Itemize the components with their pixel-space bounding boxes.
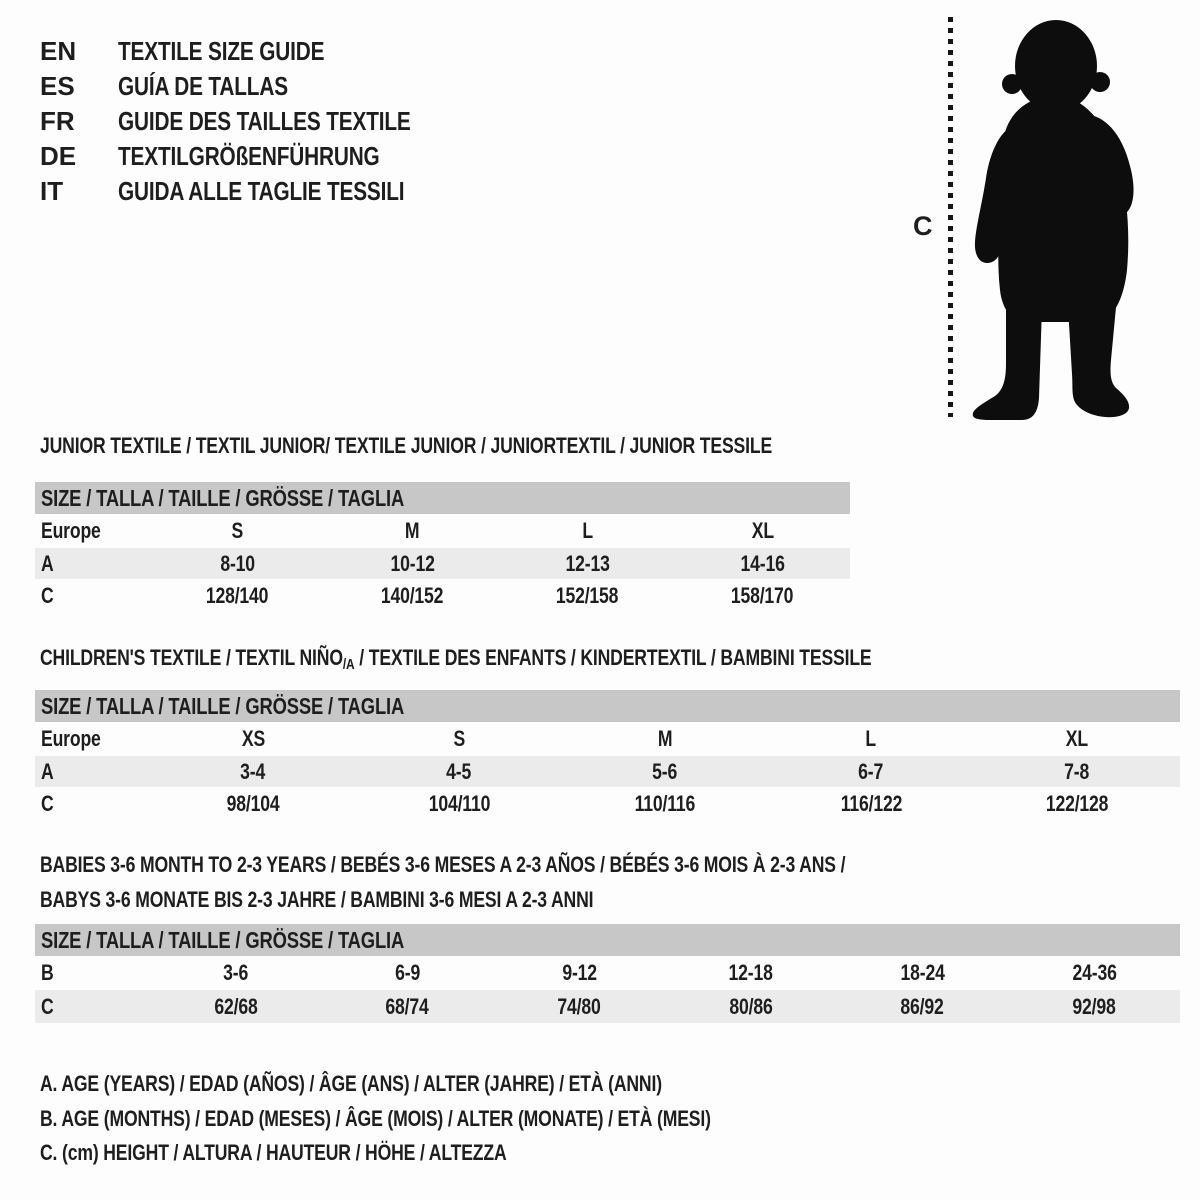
size-cell: S — [231, 518, 244, 543]
language-title-list — [40, 34, 484, 209]
language-code: EN — [40, 36, 77, 66]
size-cell: XL — [751, 518, 774, 543]
table-row-height — [35, 990, 1180, 1023]
height-cell: 86/92 — [900, 993, 945, 1019]
size-header-row — [35, 690, 1180, 722]
guide-title: GUÍA DE TALLAS — [118, 71, 288, 101]
row-label: A — [41, 758, 54, 784]
guide-title: GUIDE DES TAILLES TEXTILE — [118, 106, 411, 136]
months-cell: 6-9 — [394, 960, 420, 985]
legend-line-age-years — [40, 1071, 817, 1097]
children-heading-post: / TEXTILE DES ENFANTS / KINDERTEXTIL / BAMBINI TESSILE — [354, 645, 872, 670]
language-row — [40, 174, 484, 209]
language-row — [40, 104, 484, 139]
height-measure-label: C — [913, 211, 933, 241]
height-cell: 122/128 — [1045, 790, 1109, 816]
language-row — [40, 34, 484, 69]
months-cell: 3-6 — [223, 960, 249, 985]
height-cell: 62/68 — [214, 993, 258, 1019]
size-cell: M — [657, 726, 673, 751]
language-row — [40, 69, 484, 104]
size-header-row — [35, 924, 1180, 956]
size-header-row — [35, 482, 850, 514]
size-cell: XS — [241, 726, 265, 751]
table-row-months — [35, 956, 1180, 990]
children-size-table — [35, 690, 1180, 820]
height-cell: 92/98 — [1072, 993, 1116, 1019]
table-row-age — [35, 548, 850, 579]
age-cell: 3-4 — [240, 758, 266, 784]
age-cell: 7-8 — [1064, 758, 1090, 784]
table-row-europe — [35, 722, 1180, 756]
language-code: IT — [40, 176, 64, 206]
children-heading-sub: /A — [342, 656, 355, 673]
legend-text: A. AGE (YEARS) / EDAD (AÑOS) / ÂGE (ANS) / ALTER (JAHRE) / ETÀ (ANNI) — [40, 1071, 662, 1096]
language-code: ES — [40, 71, 75, 101]
table-row-age — [35, 756, 1180, 787]
table-row-europe — [35, 514, 850, 548]
height-cell: 110/116 — [634, 790, 696, 816]
table-row-height — [35, 787, 1180, 820]
toddler-silhouette — [960, 12, 1145, 424]
height-cell: 140/152 — [381, 582, 444, 608]
size-header-label: SIZE / TALLA / TAILLE / GRÖSSE / TAGLIA — [41, 484, 405, 511]
row-label: C — [41, 993, 54, 1019]
row-label: B — [41, 960, 54, 985]
legend-line-height-cm — [40, 1140, 623, 1166]
babies-heading-text-2: BABYS 3-6 MONATE BIS 2-3 JAHRE / BAMBINI 3-6 MESI A 2-3 ANNI — [40, 887, 594, 912]
table-row-height — [35, 579, 850, 612]
height-cell: 80/86 — [729, 993, 773, 1019]
babies-section-heading-line2 — [40, 887, 732, 913]
height-cell: 128/140 — [206, 582, 269, 608]
size-cell: XL — [1065, 726, 1089, 751]
junior-heading-text: JUNIOR TEXTILE / TEXTIL JUNIOR/ TEXTILE JUNIOR / JUNIORTEXTIL / JUNIOR TESSILE — [40, 433, 773, 458]
height-cell: 116/122 — [840, 790, 902, 816]
height-cell: 158/170 — [731, 582, 794, 608]
guide-title: GUIDA ALLE TAGLIE TESSILI — [118, 176, 405, 206]
children-heading-pre: CHILDREN'S TEXTILE / TEXTIL NIÑO — [40, 645, 343, 670]
size-header-label: SIZE / TALLA / TAILLE / GRÖSSE / TAGLIA — [41, 926, 405, 953]
size-cell: M — [405, 518, 420, 543]
height-measure-dashed-line — [948, 17, 953, 417]
height-cell: 152/158 — [556, 582, 619, 608]
children-heading-text — [40, 645, 872, 673]
size-cell: S — [453, 726, 465, 751]
age-cell: 4-5 — [446, 758, 472, 784]
size-header-label: SIZE / TALLA / TAILLE / GRÖSSE / TAGLIA — [41, 692, 405, 719]
row-label: Europe — [41, 726, 101, 751]
guide-title: TEXTILE SIZE GUIDE — [118, 36, 325, 66]
row-label: C — [41, 790, 54, 816]
age-cell: 12-13 — [565, 550, 610, 576]
junior-section-heading — [40, 433, 955, 459]
size-cell: L — [865, 726, 877, 751]
legend-text: B. AGE (MONTHS) / EDAD (MESES) / ÂGE (MOIS) / ALTER (MONATE) / ETÀ (MESI) — [40, 1106, 711, 1131]
guide-title: TEXTILGRÖßENFÜHRUNG — [118, 141, 380, 171]
language-code: DE — [40, 141, 77, 171]
junior-size-table — [35, 482, 850, 612]
months-cell: 12-18 — [728, 960, 773, 985]
height-cell: 68/74 — [385, 993, 430, 1019]
legend-line-age-months — [40, 1106, 878, 1132]
height-cell: 98/104 — [226, 790, 280, 816]
age-cell: 10-12 — [390, 550, 435, 576]
babies-section-heading-line1 — [40, 852, 1047, 878]
babies-size-table — [35, 924, 1180, 1023]
height-cell: 104/110 — [428, 790, 490, 816]
language-code: FR — [40, 106, 75, 136]
language-row — [40, 139, 484, 174]
age-cell: 5-6 — [652, 758, 678, 784]
months-cell: 18-24 — [900, 960, 945, 985]
months-cell: 9-12 — [561, 960, 597, 985]
children-section-heading — [40, 645, 1079, 673]
legend-text: C. (cm) HEIGHT / ALTURA / HAUTEUR / HÖHE / ALTEZZA — [40, 1140, 507, 1165]
age-cell: 6-7 — [858, 758, 884, 784]
row-label: A — [41, 550, 54, 576]
height-cell: 74/80 — [557, 993, 601, 1019]
size-cell: L — [582, 518, 593, 543]
babies-heading-text-1: BABIES 3-6 MONTH TO 2-3 YEARS / BEBÉS 3-6 MESES A 2-3 AÑOS / BÉBÉS 3-6 MOIS À 2-3 ANS / — [40, 852, 846, 877]
months-cell: 24-36 — [1072, 960, 1117, 985]
age-cell: 8-10 — [220, 550, 255, 576]
row-label: Europe — [41, 518, 101, 543]
age-cell: 14-16 — [740, 550, 785, 576]
row-label: C — [41, 582, 54, 608]
